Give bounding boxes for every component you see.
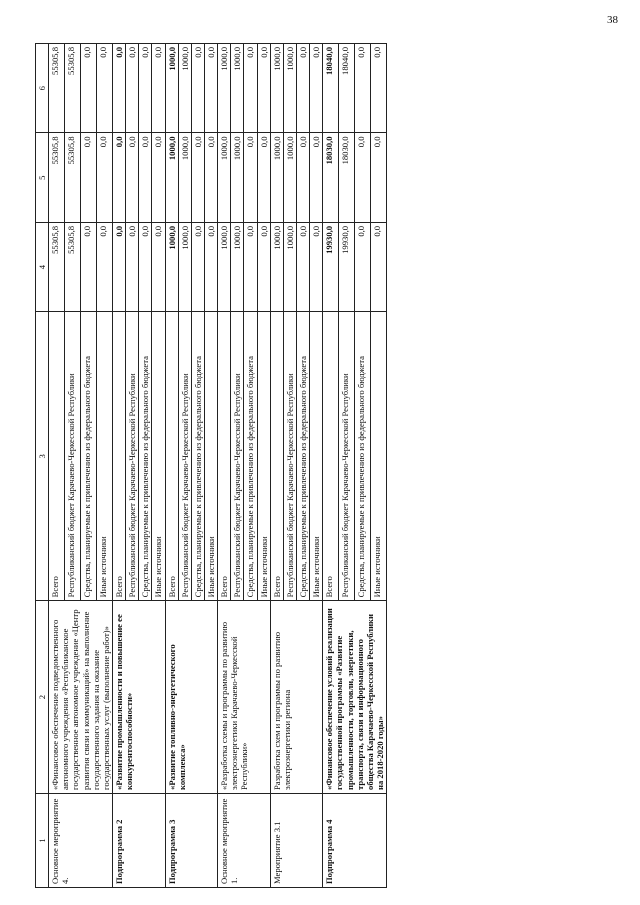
program-code-cell: Подпрограмма 4 xyxy=(323,793,387,887)
amount-cell-v5: 0,0 xyxy=(126,133,139,222)
amount-cell-v6: 0,0 xyxy=(355,44,371,133)
amount-cell-v4: 0,0 xyxy=(152,222,165,311)
amount-cell-v6: 0,0 xyxy=(97,44,113,133)
amount-cell-v6: 55305,8 xyxy=(49,44,65,133)
funding-source-cell: Иные источники xyxy=(371,312,387,601)
funding-source-cell: Иные источники xyxy=(204,312,217,601)
amount-cell-v6: 18040,0 xyxy=(339,44,355,133)
funding-source-cell: Республиканский бюджет Карачаево-Черкесской Республики xyxy=(231,312,244,601)
funding-source-cell: Всего xyxy=(218,312,231,601)
amount-cell-v6: 0,0 xyxy=(126,44,139,133)
amount-cell-v5: 0,0 xyxy=(97,133,113,222)
funding-table xyxy=(35,43,387,888)
amount-cell-v4: 1000,0 xyxy=(178,222,191,311)
funding-source-cell: Всего xyxy=(165,312,178,601)
header-cell: 2 xyxy=(36,601,49,794)
header-cell: 6 xyxy=(36,44,49,133)
header-row xyxy=(36,44,49,888)
amount-cell-v6: 1000,0 xyxy=(178,44,191,133)
amount-cell-v4: 0,0 xyxy=(371,222,387,311)
amount-cell-v4: 0,0 xyxy=(296,222,309,311)
program-code-cell: Подпрограмма 2 xyxy=(112,793,165,887)
amount-cell-v6: 1000,0 xyxy=(218,44,231,133)
funding-source-cell: Всего xyxy=(270,312,283,601)
amount-cell-v6: 18040,0 xyxy=(323,44,339,133)
amount-cell-v6: 0,0 xyxy=(152,44,165,133)
amount-cell-v5: 0,0 xyxy=(310,133,323,222)
amount-cell-v5: 0,0 xyxy=(296,133,309,222)
header-cell: 4 xyxy=(36,222,49,311)
funding-source-cell: Республиканский бюджет Карачаево-Черкесской Республики xyxy=(339,312,355,601)
amount-cell-v6: 0,0 xyxy=(191,44,204,133)
funding-source-cell: Иные источники xyxy=(257,312,270,601)
program-code-cell: Подпрограмма 3 xyxy=(165,793,218,887)
program-title-cell: «Финансовое обеспечение подведомственного автономного учреждения «Республиканское государственное автономное учреждение «Центр развития связи и коммуникаций» на выполнение государственного задания на оказание государственных услуг (выполнение работ)» xyxy=(49,601,113,794)
table-row xyxy=(270,44,283,888)
funding-source-cell: Всего xyxy=(112,312,125,601)
rotated-page-area xyxy=(35,28,600,888)
amount-cell-v4: 0,0 xyxy=(81,222,97,311)
amount-cell-v5: 1000,0 xyxy=(270,133,283,222)
funding-source-cell: Всего xyxy=(323,312,339,601)
funding-source-cell: Средства, планируемые к привлечению из федерального бюджета xyxy=(355,312,371,601)
amount-cell-v5: 55305,8 xyxy=(65,133,81,222)
amount-cell-v5: 0,0 xyxy=(204,133,217,222)
amount-cell-v6: 55305,8 xyxy=(65,44,81,133)
amount-cell-v4: 1000,0 xyxy=(165,222,178,311)
amount-cell-v6: 0,0 xyxy=(81,44,97,133)
amount-cell-v4: 0,0 xyxy=(355,222,371,311)
funding-source-cell: Республиканский бюджет Карачаево-Черкесской Республики xyxy=(126,312,139,601)
amount-cell-v6: 1000,0 xyxy=(270,44,283,133)
program-title-cell: Разработка схем и программы по развитию электроэнергетики региона xyxy=(270,601,323,794)
table-row xyxy=(165,44,178,888)
amount-cell-v5: 0,0 xyxy=(257,133,270,222)
table-wrapper xyxy=(35,43,600,888)
amount-cell-v6: 1000,0 xyxy=(231,44,244,133)
program-code-cell: Основное мероприятие 4. xyxy=(49,793,113,887)
funding-source-cell: Иные источники xyxy=(310,312,323,601)
header-cell: 5 xyxy=(36,133,49,222)
funding-source-cell: Иные источники xyxy=(152,312,165,601)
amount-cell-v6: 0,0 xyxy=(244,44,257,133)
amount-cell-v5: 0,0 xyxy=(81,133,97,222)
funding-source-cell: Иные источники xyxy=(97,312,113,601)
funding-source-cell: Всего xyxy=(49,312,65,601)
table-body xyxy=(49,44,387,888)
amount-cell-v5: 0,0 xyxy=(191,133,204,222)
table-row xyxy=(323,44,339,888)
table-row xyxy=(49,44,65,888)
amount-cell-v6: 0,0 xyxy=(310,44,323,133)
amount-cell-v5: 0,0 xyxy=(371,133,387,222)
funding-source-cell: Республиканский бюджет Карачаево-Черкесской Республики xyxy=(283,312,296,601)
amount-cell-v5: 0,0 xyxy=(152,133,165,222)
amount-cell-v6: 0,0 xyxy=(204,44,217,133)
amount-cell-v4: 0,0 xyxy=(112,222,125,311)
amount-cell-v6: 0,0 xyxy=(139,44,152,133)
amount-cell-v6: 0,0 xyxy=(296,44,309,133)
amount-cell-v6: 1000,0 xyxy=(283,44,296,133)
program-code-cell: Мероприятие 3.1 xyxy=(270,793,323,887)
amount-cell-v4: 1000,0 xyxy=(270,222,283,311)
program-code-cell: Основное мероприятие 1. xyxy=(218,793,271,887)
program-title-cell: «Финансовое обеспечение условий реализации государственной программы «Развитие промышленности, торговли, энергетики, транспорта, связи и информационного общества Карачаево-Черкесской Республики на 2018-2020 годы» xyxy=(323,601,387,794)
amount-cell-v4: 19930,0 xyxy=(323,222,339,311)
amount-cell-v4: 0,0 xyxy=(126,222,139,311)
amount-cell-v5: 1000,0 xyxy=(218,133,231,222)
amount-cell-v4: 0,0 xyxy=(139,222,152,311)
amount-cell-v5: 1000,0 xyxy=(231,133,244,222)
amount-cell-v5: 18030,0 xyxy=(339,133,355,222)
amount-cell-v4: 1000,0 xyxy=(283,222,296,311)
amount-cell-v5: 18030,0 xyxy=(323,133,339,222)
amount-cell-v6: 1000,0 xyxy=(165,44,178,133)
funding-source-cell: Средства, планируемые к привлечению из федерального бюджета xyxy=(81,312,97,601)
program-title-cell: «Развитие промышленности и повышение ее конкурентоспособности» xyxy=(112,601,165,794)
funding-source-cell: Республиканский бюджет Карачаево-Черкесской Республики xyxy=(178,312,191,601)
funding-source-cell: Средства, планируемые к привлечению из федерального бюджета xyxy=(244,312,257,601)
program-title-cell: «Разработка схемы и программы по развитию электроэнергетики Карачаево-Черкесской Республики» xyxy=(218,601,271,794)
amount-cell-v4: 0,0 xyxy=(310,222,323,311)
amount-cell-v4: 55305,8 xyxy=(49,222,65,311)
amount-cell-v4: 55305,8 xyxy=(65,222,81,311)
amount-cell-v5: 0,0 xyxy=(139,133,152,222)
amount-cell-v4: 19930,0 xyxy=(339,222,355,311)
funding-source-cell: Средства, планируемые к привлечению из федерального бюджета xyxy=(139,312,152,601)
amount-cell-v5: 0,0 xyxy=(355,133,371,222)
funding-source-cell: Средства, планируемые к привлечению из федерального бюджета xyxy=(296,312,309,601)
page-number: 38 xyxy=(607,14,618,26)
amount-cell-v4: 1000,0 xyxy=(218,222,231,311)
amount-cell-v4: 0,0 xyxy=(244,222,257,311)
header-cell: 1 xyxy=(36,793,49,887)
amount-cell-v5: 1000,0 xyxy=(283,133,296,222)
amount-cell-v5: 1000,0 xyxy=(178,133,191,222)
amount-cell-v6: 0,0 xyxy=(112,44,125,133)
amount-cell-v5: 0,0 xyxy=(112,133,125,222)
amount-cell-v4: 0,0 xyxy=(97,222,113,311)
table-row xyxy=(112,44,125,888)
amount-cell-v6: 0,0 xyxy=(371,44,387,133)
funding-source-cell: Средства, планируемые к привлечению из федерального бюджета xyxy=(191,312,204,601)
program-title-cell: «Развитие топливно-энергетического комплекса» xyxy=(165,601,218,794)
amount-cell-v5: 1000,0 xyxy=(165,133,178,222)
table-row xyxy=(218,44,231,888)
header-cell: 3 xyxy=(36,312,49,601)
amount-cell-v5: 0,0 xyxy=(244,133,257,222)
amount-cell-v6: 0,0 xyxy=(257,44,270,133)
funding-source-cell: Республиканский бюджет Карачаево-Черкесской Республики xyxy=(65,312,81,601)
amount-cell-v4: 0,0 xyxy=(257,222,270,311)
amount-cell-v4: 1000,0 xyxy=(231,222,244,311)
amount-cell-v5: 55305,8 xyxy=(49,133,65,222)
amount-cell-v4: 0,0 xyxy=(204,222,217,311)
amount-cell-v4: 0,0 xyxy=(191,222,204,311)
